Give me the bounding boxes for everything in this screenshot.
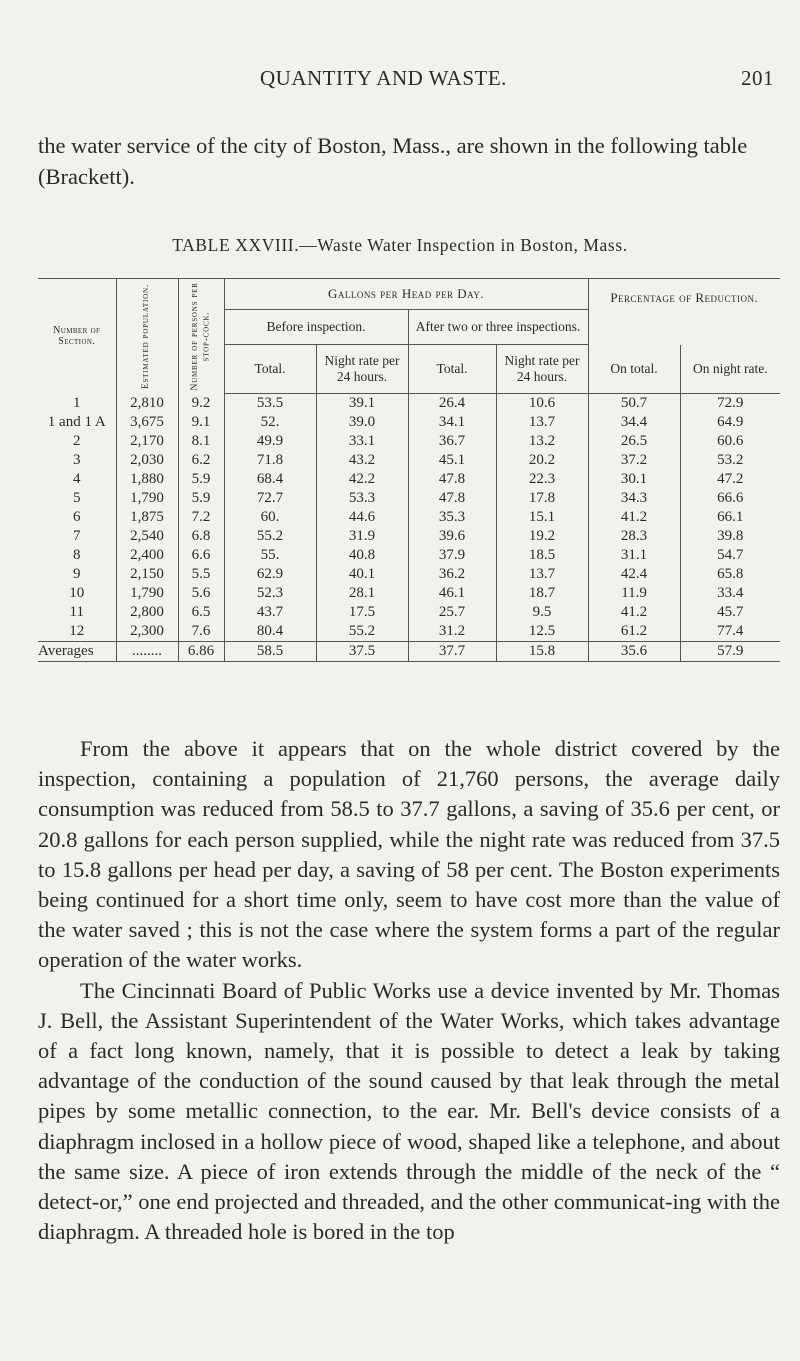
cell-after-total: 26.4 xyxy=(408,394,496,414)
averages-reduction-night: 57.9 xyxy=(680,642,780,662)
table-caption: TABLE XXVIII.—Waste Water Inspection in Boston, Mass. xyxy=(172,235,628,255)
cell-after-night: 17.8 xyxy=(496,489,588,508)
cell-before-total: 68.4 xyxy=(224,470,316,489)
header-before-total: Total. xyxy=(224,345,316,394)
cell-red-total: 37.2 xyxy=(588,451,680,470)
table-row xyxy=(38,546,780,565)
cell-red-total: 34.4 xyxy=(588,413,680,432)
cell-after-night: 15.1 xyxy=(496,508,588,527)
table-row xyxy=(38,394,780,414)
cell-red-night: 54.7 xyxy=(680,546,780,565)
cell-persons: 9.1 xyxy=(178,413,224,432)
table-body xyxy=(38,394,780,642)
cell-red-total: 31.1 xyxy=(588,546,680,565)
table-row xyxy=(38,527,780,546)
table-row xyxy=(38,584,780,603)
cell-population: 2,150 xyxy=(116,565,178,584)
header-after-total: Total. xyxy=(408,345,496,394)
cell-after-total: 25.7 xyxy=(408,603,496,622)
cell-section: 8 xyxy=(73,547,81,563)
cell-before-total: 72.7 xyxy=(224,489,316,508)
cell-persons: 7.6 xyxy=(178,622,224,642)
cell-red-night: 77.4 xyxy=(680,622,780,642)
cell-red-total: 42.4 xyxy=(588,565,680,584)
cell-section: 2 xyxy=(73,433,81,449)
cell-red-night: 53.2 xyxy=(680,451,780,470)
cell-red-total: 11.9 xyxy=(588,584,680,603)
cell-after-night: 13.7 xyxy=(496,565,588,584)
cell-after-total: 47.8 xyxy=(408,470,496,489)
cell-persons: 6.2 xyxy=(178,451,224,470)
header-after: After two or three inspections. xyxy=(408,310,588,345)
cell-red-total: 28.3 xyxy=(588,527,680,546)
averages-before-total: 58.5 xyxy=(224,642,316,662)
cell-population: 2,300 xyxy=(116,622,178,642)
cell-after-total: 47.8 xyxy=(408,489,496,508)
cell-before-night: 42.2 xyxy=(316,470,408,489)
cell-red-total: 50.7 xyxy=(588,394,680,414)
cell-population: 2,170 xyxy=(116,432,178,451)
averages-population: ........ xyxy=(116,642,178,662)
cell-before-night: 55.2 xyxy=(316,622,408,642)
cell-red-total: 61.2 xyxy=(588,622,680,642)
table-row xyxy=(38,489,780,508)
cell-after-total: 36.7 xyxy=(408,432,496,451)
cell-after-night: 20.2 xyxy=(496,451,588,470)
cell-after-total: 31.2 xyxy=(408,622,496,642)
page-header xyxy=(38,66,774,96)
cell-before-total: 55.2 xyxy=(224,527,316,546)
header-after-night: Night rate per 24 hours. xyxy=(496,345,588,394)
waste-inspection-table xyxy=(38,278,780,662)
cell-persons: 5.9 xyxy=(178,489,224,508)
cell-population: 1,875 xyxy=(116,508,178,527)
cell-after-night: 18.7 xyxy=(496,584,588,603)
cell-section: 5 xyxy=(73,490,81,506)
cell-red-night: 45.7 xyxy=(680,603,780,622)
cell-before-night: 53.3 xyxy=(316,489,408,508)
cell-after-night: 22.3 xyxy=(496,470,588,489)
header-before: Before inspection. xyxy=(224,310,408,345)
header-gallons-group: Gallons per Head per Day. xyxy=(224,279,588,310)
table-row xyxy=(38,413,780,432)
header-population: Estimated population. xyxy=(116,279,178,394)
body-text xyxy=(38,734,780,1247)
cell-section: 1 xyxy=(73,394,81,411)
cell-before-total: 55. xyxy=(224,546,316,565)
cell-red-night: 66.6 xyxy=(680,489,780,508)
cell-section: 11 xyxy=(69,604,84,620)
cell-red-night: 60.6 xyxy=(680,432,780,451)
cell-persons: 5.5 xyxy=(178,565,224,584)
cell-population: 2,810 xyxy=(116,394,178,414)
table-row xyxy=(38,470,780,489)
cell-after-total: 36.2 xyxy=(408,565,496,584)
page-number: 201 xyxy=(741,66,774,90)
cell-before-total: 71.8 xyxy=(224,451,316,470)
cell-population: 3,675 xyxy=(116,413,178,432)
table-row xyxy=(38,565,780,584)
header-before-night: Night rate per 24 hours. xyxy=(316,345,408,394)
cell-section: 1 and 1 A xyxy=(47,414,106,430)
cell-red-night: 72.9 xyxy=(680,394,780,414)
cell-population: 1,790 xyxy=(116,584,178,603)
cell-red-total: 30.1 xyxy=(588,470,680,489)
cell-red-night: 33.4 xyxy=(680,584,780,603)
averages-row xyxy=(38,642,780,662)
cell-section: 9 xyxy=(73,566,81,582)
cell-population: 2,540 xyxy=(116,527,178,546)
cell-before-night: 40.1 xyxy=(316,565,408,584)
cell-section: 6 xyxy=(73,509,81,525)
cell-red-total: 41.2 xyxy=(588,508,680,527)
cell-red-night: 65.8 xyxy=(680,565,780,584)
averages-persons: 6.86 xyxy=(178,642,224,662)
cell-before-night: 33.1 xyxy=(316,432,408,451)
cell-after-night: 18.5 xyxy=(496,546,588,565)
cell-after-total: 45.1 xyxy=(408,451,496,470)
averages-reduction-total: 35.6 xyxy=(588,642,680,662)
cell-before-night: 31.9 xyxy=(316,527,408,546)
averages-label: Averages xyxy=(38,642,116,662)
cell-section: 10 xyxy=(69,585,85,601)
cell-persons: 8.1 xyxy=(178,432,224,451)
cell-after-total: 37.9 xyxy=(408,546,496,565)
cell-after-night: 13.2 xyxy=(496,432,588,451)
cell-before-total: 62.9 xyxy=(224,565,316,584)
averages-after-night: 15.8 xyxy=(496,642,588,662)
cell-section: 7 xyxy=(73,528,81,544)
cell-before-total: 52. xyxy=(224,413,316,432)
cell-red-total: 34.3 xyxy=(588,489,680,508)
cell-before-night: 43.2 xyxy=(316,451,408,470)
cell-after-night: 13.7 xyxy=(496,413,588,432)
cell-persons: 5.6 xyxy=(178,584,224,603)
cell-section: 4 xyxy=(73,471,81,487)
cell-before-total: 52.3 xyxy=(224,584,316,603)
cell-before-night: 28.1 xyxy=(316,584,408,603)
paragraph: From the above it appears that on the whole district covered by the inspection, containing a population of 21,760 persons, the average daily consumption was reduced from 58.5 to 37.7 gallons, a saving of 35.6 per cent, or 20.8 gallons for each person supplied, while the night rate was reduced from 37.5 to 15.8 gallons per head per day, a saving of 58 per cent. The Boston experiments being continued for a short time only, seem to have cost more than the value of the water saved ; this is not the case where the system forms a part of the regular operation of the water works. xyxy=(38,736,780,973)
cell-before-total: 49.9 xyxy=(224,432,316,451)
cell-after-night: 9.5 xyxy=(496,603,588,622)
header-reduction-group: Percentage of Reduction. xyxy=(588,279,780,345)
cell-before-total: 43.7 xyxy=(224,603,316,622)
cell-before-total: 53.5 xyxy=(224,394,316,414)
cell-population: 1,790 xyxy=(116,489,178,508)
header-section: Number of Section. xyxy=(38,279,116,394)
header-on-total: On total. xyxy=(588,345,680,394)
cell-after-total: 35.3 xyxy=(408,508,496,527)
cell-persons: 7.2 xyxy=(178,508,224,527)
cell-before-night: 44.6 xyxy=(316,508,408,527)
cell-before-night: 17.5 xyxy=(316,603,408,622)
cell-before-night: 40.8 xyxy=(316,546,408,565)
cell-population: 2,800 xyxy=(116,603,178,622)
cell-after-total: 34.1 xyxy=(408,413,496,432)
averages-after-total: 37.7 xyxy=(408,642,496,662)
intro-text: the water service of the city of Boston, Mass., are shown in the following table (Brackett). xyxy=(38,133,748,189)
cell-after-total: 46.1 xyxy=(408,584,496,603)
cell-population: 1,880 xyxy=(116,470,178,489)
header-persons-per-stopcock: Number of persons per stop-cock. xyxy=(178,279,224,394)
table-row xyxy=(38,603,780,622)
paragraph: The Cincinnati Board of Public Works use a device invented by Mr. Thomas J. Bell, the Assistant Superintendent of the Water Works, which takes advantage of a fact long known, namely, that it is possible to detect a leak by taking advantage of the conduction of the sound caused by that leak through the metal pipes by some metallic connection, to the ear. Mr. Bell's device consists of a diaphragm inclosed in a hollow piece of wood, shaped like a telephone, and about the same size. A piece of iron extends through the middle of the neck of the “ detect-or,” one end projected and threaded, and the other communicat-ing with the diaphragm. A threaded hole is bored in the top xyxy=(38,977,780,1245)
cell-persons: 6.6 xyxy=(178,546,224,565)
cell-section: 3 xyxy=(73,452,81,468)
cell-persons: 9.2 xyxy=(178,394,224,414)
cell-population: 2,400 xyxy=(116,546,178,565)
cell-red-night: 47.2 xyxy=(680,470,780,489)
running-title: QUANTITY AND WASTE. xyxy=(260,66,507,90)
cell-red-night: 66.1 xyxy=(680,508,780,527)
table-row xyxy=(38,432,780,451)
cell-red-total: 26.5 xyxy=(588,432,680,451)
table-row xyxy=(38,508,780,527)
cell-after-night: 19.2 xyxy=(496,527,588,546)
cell-red-night: 39.8 xyxy=(680,527,780,546)
cell-before-total: 60. xyxy=(224,508,316,527)
cell-before-night: 39.0 xyxy=(316,413,408,432)
cell-section: 12 xyxy=(69,623,85,639)
cell-persons: 6.5 xyxy=(178,603,224,622)
cell-population: 2,030 xyxy=(116,451,178,470)
cell-after-total: 39.6 xyxy=(408,527,496,546)
cell-after-night: 10.6 xyxy=(496,394,588,414)
cell-persons: 5.9 xyxy=(178,470,224,489)
cell-before-night: 39.1 xyxy=(316,394,408,414)
cell-after-night: 12.5 xyxy=(496,622,588,642)
averages-before-night: 37.5 xyxy=(316,642,408,662)
cell-before-total: 80.4 xyxy=(224,622,316,642)
header-on-night: On night rate. xyxy=(680,345,780,394)
table-row xyxy=(38,622,780,642)
cell-red-night: 64.9 xyxy=(680,413,780,432)
cell-persons: 6.8 xyxy=(178,527,224,546)
table-row xyxy=(38,451,780,470)
cell-red-total: 41.2 xyxy=(588,603,680,622)
